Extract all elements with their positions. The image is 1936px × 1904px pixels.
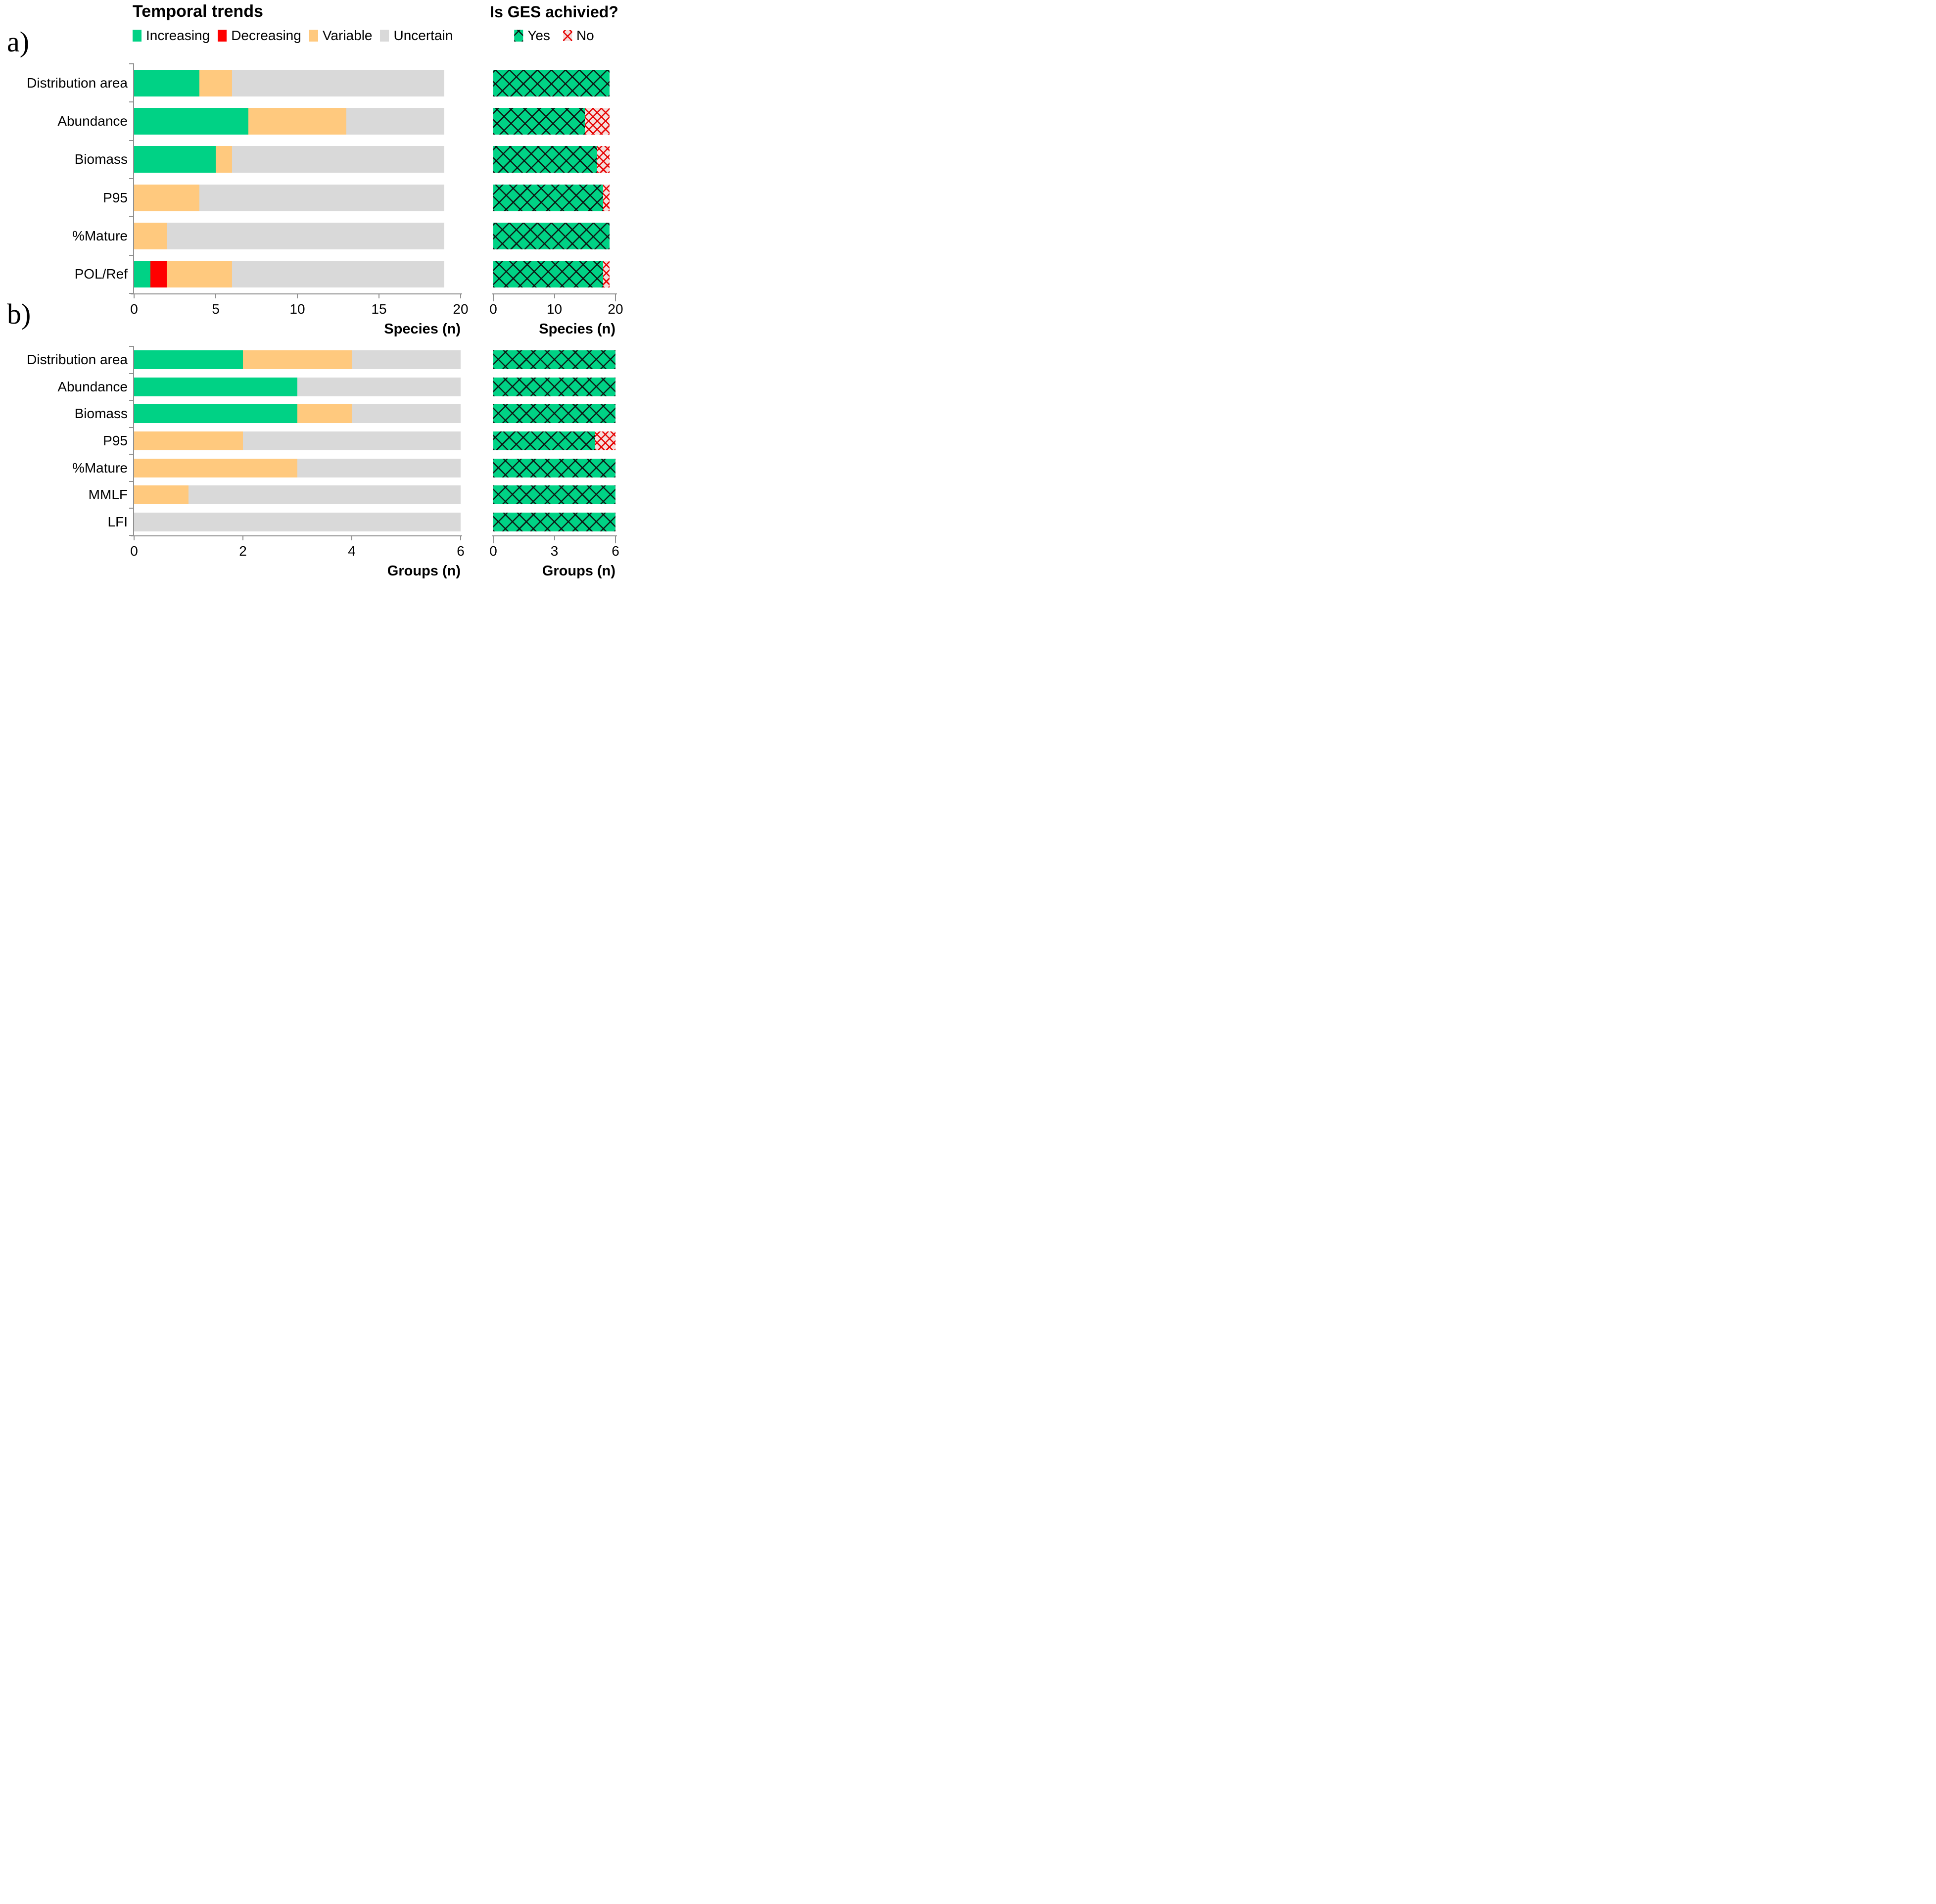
bar-row-pol-ref	[134, 261, 461, 287]
x-tick-label: 6	[457, 543, 465, 559]
category-label: %Mature	[72, 460, 128, 476]
x-tick-label: 4	[348, 543, 356, 559]
bar-segment-no	[603, 261, 609, 287]
ges-no-swatch-icon	[563, 30, 572, 41]
ges-legend	[514, 28, 594, 44]
a_ges-chart	[489, 64, 623, 337]
x-tick-label: 10	[546, 301, 563, 317]
bar-segment-variable	[297, 404, 352, 423]
bar-segment-increasing	[134, 261, 150, 287]
bar-segment-variable	[134, 431, 243, 450]
bar-segment-yes	[493, 350, 615, 369]
category-label: Biomass	[74, 151, 128, 167]
x-axis-tick	[134, 535, 135, 540]
bar-segment-no	[595, 431, 615, 450]
bar-row-p95	[134, 431, 461, 450]
bar-row--mature	[493, 223, 615, 249]
bar-segment-variable	[199, 70, 232, 96]
bar-segment-variable	[167, 261, 232, 287]
category-label: Abundance	[57, 113, 128, 129]
temporal-trends-title: Temporal trends	[133, 2, 263, 21]
y-axis-tick	[129, 427, 134, 428]
bar-segment-yes	[493, 108, 585, 135]
bar-segment-increasing	[134, 378, 297, 396]
x-tick-label: 0	[130, 543, 138, 559]
legend-label-ges-yes: Yes	[527, 28, 550, 43]
bar-segment-uncertain	[189, 485, 461, 504]
category-label: Abundance	[57, 379, 128, 394]
bar-segment-no	[585, 108, 609, 135]
bar-row-biomass	[134, 404, 461, 423]
b_trends-chart	[27, 346, 465, 579]
bar-segment-increasing	[134, 70, 199, 96]
x-axis-tick	[493, 293, 494, 301]
y-axis-tick	[129, 373, 134, 374]
bar-row-biomass	[134, 146, 461, 173]
x-axis-title: Groups (n)	[542, 563, 615, 579]
x-axis-title: Species (n)	[384, 321, 461, 337]
bar-segment-uncertain	[297, 378, 461, 396]
bar-segment-increasing	[134, 108, 248, 135]
x-tick-label: 0	[489, 543, 497, 559]
x-tick-label: 0	[489, 301, 497, 317]
category-label: P95	[103, 433, 128, 448]
y-axis	[133, 346, 134, 535]
x-axis-tick	[297, 293, 298, 298]
legend-item-increasing	[133, 28, 210, 44]
bar-segment-uncertain	[232, 146, 444, 173]
x-axis	[131, 293, 462, 294]
legend-label-uncertain: Uncertain	[393, 28, 453, 43]
x-axis-tick	[460, 535, 461, 540]
y-axis-tick	[129, 216, 134, 217]
bar-row-mmlf	[493, 485, 615, 504]
bar-segment-variable	[134, 459, 297, 477]
bar-row-mmlf	[134, 485, 461, 504]
legend-item-decreasing	[218, 28, 301, 44]
legend-item-variable	[309, 28, 373, 44]
bar-segment-increasing	[134, 404, 297, 423]
bar-row-pol-ref	[493, 261, 615, 287]
bar-segment-variable	[134, 223, 167, 249]
ges-yes-swatch-icon	[514, 30, 523, 42]
y-axis-tick	[129, 101, 134, 102]
legend-item-uncertain	[380, 28, 453, 44]
legend-label-decreasing: Decreasing	[231, 28, 301, 43]
bar-row-distribution-area	[134, 350, 461, 369]
y-axis-tick	[129, 508, 134, 509]
x-axis-tick	[615, 293, 616, 301]
x-axis-tick	[378, 293, 379, 298]
bar-row-abundance	[134, 378, 461, 396]
category-label: Distribution area	[27, 75, 128, 91]
bar-row--mature	[493, 459, 615, 477]
bar-segment-uncertain	[232, 70, 444, 96]
decreasing-swatch-icon	[218, 30, 227, 42]
legend-label-increasing: Increasing	[146, 28, 210, 43]
bar-segment-yes	[493, 70, 610, 96]
bar-row--mature	[134, 223, 461, 249]
y-axis-tick	[129, 481, 134, 482]
legend-label-ges-no: No	[576, 28, 594, 43]
x-axis-tick	[215, 293, 216, 298]
bar-segment-yes	[493, 223, 610, 249]
bar-segment-yes	[493, 513, 615, 531]
category-label: Distribution area	[27, 352, 128, 368]
bar-row-lfi	[134, 513, 461, 531]
y-axis-tick	[129, 255, 134, 256]
bar-segment-yes	[493, 485, 615, 504]
bar-row-distribution-area	[134, 70, 461, 96]
category-label: LFI	[107, 514, 128, 529]
bar-segment-uncertain	[167, 223, 444, 249]
bar-segment-yes	[493, 431, 595, 450]
bar-segment-uncertain	[352, 404, 461, 423]
bar-segment-increasing	[134, 146, 216, 173]
bar-segment-decreasing	[150, 261, 167, 287]
bar-row-biomass	[493, 146, 615, 173]
bar-segment-yes	[493, 261, 603, 287]
category-label: POL/Ref	[74, 266, 128, 282]
figure-root	[0, 0, 633, 623]
bar-segment-uncertain	[346, 108, 444, 135]
bar-segment-uncertain	[352, 350, 461, 369]
bar-segment-uncertain	[243, 431, 461, 450]
y-axis-tick	[129, 178, 134, 179]
category-label: P95	[103, 190, 128, 205]
x-axis	[131, 535, 462, 536]
x-tick-label: 2	[239, 543, 247, 559]
bar-segment-no	[603, 185, 609, 211]
x-tick-label: 15	[371, 301, 387, 317]
x-tick-label: 20	[608, 301, 623, 317]
bar-row-distribution-area	[493, 350, 615, 369]
bar-row-lfi	[493, 513, 615, 531]
y-axis-tick	[129, 454, 134, 455]
x-axis-title: Groups (n)	[387, 563, 461, 579]
panel-b-label: b)	[7, 298, 31, 330]
variable-swatch-icon	[309, 30, 318, 42]
x-tick-label: 10	[289, 301, 305, 317]
y-axis-tick	[129, 346, 134, 347]
x-axis-tick	[615, 535, 616, 543]
bar-segment-yes	[493, 459, 615, 477]
bar-segment-uncertain	[232, 261, 444, 287]
bar-segment-no	[597, 146, 610, 173]
bar-segment-variable	[243, 350, 352, 369]
y-axis-tick	[129, 400, 134, 401]
y-axis-tick	[129, 63, 134, 64]
x-tick-label: 20	[453, 301, 469, 317]
x-axis-tick	[134, 293, 135, 298]
bar-segment-yes	[493, 404, 615, 423]
x-tick-label: 6	[612, 543, 619, 559]
bar-segment-yes	[493, 378, 615, 396]
x-tick-label: 0	[130, 301, 138, 317]
bar-segment-variable	[134, 185, 199, 211]
bar-segment-yes	[493, 146, 597, 173]
x-axis-title: Species (n)	[539, 321, 615, 337]
bar-row-abundance	[493, 108, 615, 135]
a_trends-chart	[27, 64, 469, 337]
x-axis-tick	[242, 535, 243, 540]
bar-segment-uncertain	[297, 459, 461, 477]
bar-segment-uncertain	[134, 513, 461, 531]
bar-segment-variable	[248, 108, 346, 135]
b_ges-chart	[489, 346, 619, 579]
bar-segment-uncertain	[199, 185, 444, 211]
x-axis-tick	[351, 535, 352, 540]
category-label: Biomass	[74, 406, 128, 422]
bar-row-p95	[134, 185, 461, 211]
x-axis-tick	[554, 535, 555, 540]
panel-a-label: a)	[7, 26, 30, 58]
y-axis-tick	[129, 140, 134, 141]
bar-row-p95	[493, 185, 615, 211]
x-tick-label: 5	[212, 301, 220, 317]
ges-title: Is GES achivied?	[490, 3, 618, 21]
bar-row-p95	[493, 431, 615, 450]
bar-segment-variable	[216, 146, 232, 173]
category-label: MMLF	[88, 487, 128, 503]
temporal-trends-legend	[133, 28, 453, 44]
x-tick-label: 3	[550, 543, 559, 559]
bar-row-abundance	[134, 108, 461, 135]
legend-label-variable: Variable	[322, 28, 373, 43]
legend-item-ges-yes	[514, 28, 550, 44]
increasing-swatch-icon	[133, 30, 142, 42]
bar-row-distribution-area	[493, 70, 615, 96]
legend-item-ges-no	[563, 28, 594, 44]
x-axis-tick	[460, 293, 461, 298]
x-axis-tick	[554, 293, 555, 298]
bar-row-biomass	[493, 404, 615, 423]
bar-segment-variable	[134, 485, 189, 504]
bar-row--mature	[134, 459, 461, 477]
x-axis-tick	[493, 535, 494, 543]
bar-segment-increasing	[134, 350, 243, 369]
uncertain-swatch-icon	[380, 30, 389, 42]
bar-segment-yes	[493, 185, 603, 211]
bar-row-abundance	[493, 378, 615, 396]
category-label: %Mature	[72, 228, 128, 243]
